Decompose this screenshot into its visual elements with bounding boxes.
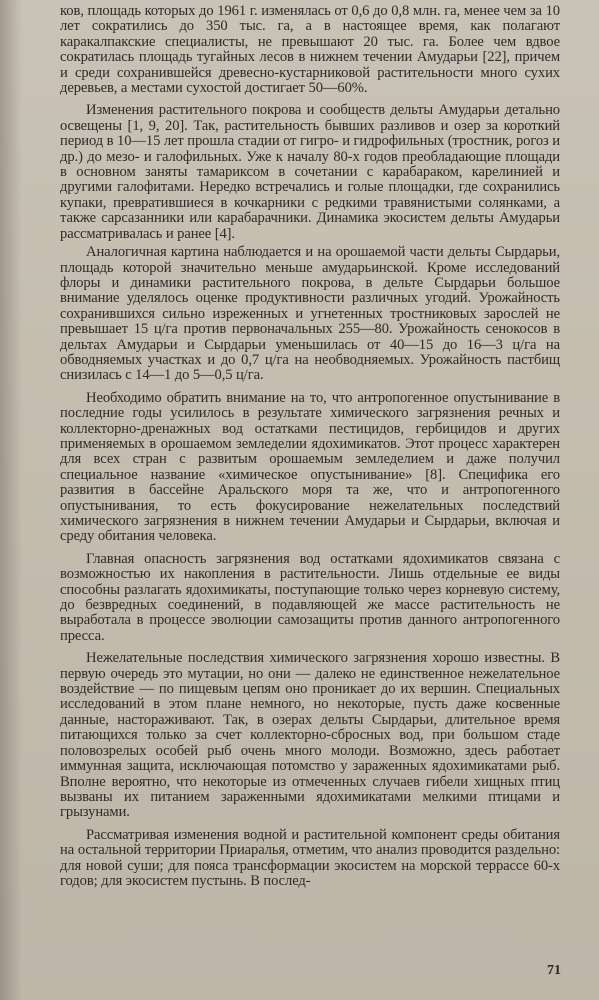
paragraph-1: ков, площадь которых до 1961 г. изменялась от 0,6 до 0,8 млн. га, менее чем за 10 лет сократились до 350 тыс. га, а в настоящее время, как полагают каракалпакские специалисты, не превышают 20 тыс. га. Более чем вдвое сократилась площадь тугайных лесов в нижнем течении Амударьи [22], причем и среди сохранившейся древесно-кустарниковой растительности много сухих деревьев, а местами сухостой достигает 50—60%.	[60, 3, 560, 97]
paragraph-5: Главная опасность загрязнения вод остатками ядохимикатов связана с возможностью их накопления в растительности. Лишь отдельные ее виды способны разлагать ядохимикаты, поступающие только через корневую систему, до безвредных соединений, в подавляющей же массе растительность не выработала в процессе эволюции самозащиты против данного антропогенного пресса.	[60, 550, 560, 644]
paragraph-3: Аналогичная картина наблюдается и на орошаемой части дельты Сырдарьи, площадь которой значительно меньше амударьинской. Кроме исследований флоры и динамики растительного покрова, в дельте Сырдарьи большое внимание уделялось оценке продуктивности различных угодий. Урожайность сохранившихся сильно изреженных и угнетенных тростниковых зарослей не превышает 15 ц/га против первоначальных 255—80. Урожайность сенокосов в дельтах Амударьи и Сырдарьи уменьшилась от 40—15 до 16—3 ц/га на обводняемых участках и до 0,7 ц/га на необводняемых. Урожайность пастбищ снизилась с 14—1 до 5—0,5 ц/га.	[60, 244, 560, 384]
paragraph-7: Рассматривая изменения водной и растительной компонент среды обитания на остальной территории Приаралья, отметим, что анализ проводится раздельно: для новой суши; для пояса трансформации экосистем на морской террассе 60-х годов; для экосистем пустынь. В послед-	[60, 826, 560, 889]
page-number: 71	[547, 963, 561, 978]
paragraph-2: Изменения растительного покрова и сообществ дельты Амударьи детально освещены [1, 9, 20]. Так, растительность бывших разливов и озер за короткий период в 10—15 лет прошла стадии от гигро- и гидрофильных (тростник, рогоз и др.) до мезо- и галофильных. Уже к началу 80-х годов преобладающие площади в основном заняты тамариксом в сочетании с карабараком, карелинией и другими галофитами. Нередко встречались и голые площадки, где сохранились купаки, превратившиеся в кочкарники с редкими травянистыми солянками, а также сарсазанники или карабарачники. Динамика экосистем дельты Амударьи рассматривалась и ранее [4].	[60, 102, 560, 242]
paragraph-6: Нежелательные последствия химического загрязнения хорошо известны. В первую очередь это мутации, но они — далеко не единственное нежелательное воздействие — по пищевым цепям оно проникает до их вершин. Специальных исследований в этом плане немного, но некоторые, пусть даже косвенные данные, настораживают. Так, в озерах дельты Сырдарьи, длительное время питающихся только за счет коллекторно-сбросных вод, при большом стаде половозрелых особей рыб очень много молоди. Возможно, здесь работает иммунная защита, исключающая потомство у зараженных ядохимикатами рыб. Вполне вероятно, что некоторые из отмеченных случаев гибели хищных птиц вызваны их питанием зараженными ядохимикатами мелкими птицами и грызунами.	[60, 650, 560, 821]
body-text	[60, 4, 560, 889]
paragraph-4: Необходимо обратить внимание на то, что антропогенное опустынивание в последние годы усилилось в результате химического загрязнения речных и коллекторно-дренажных вод остатками пестицидов, гербицидов и других применяемых в орошаемом земледелии ядохимикатов. Этот процесс характерен для всех стран с развитым орошаемым земледелием и даже получил специальное название «химическое опустынивание» [8]. Специфика его развития в бассейне Аральского моря та же, что и антропогенного опустынивания, то есть фокусирование нежелательных последствий химического загрязнения в нижнем течении Амударьи и Сырдарьи, включая и среду обитания человека.	[60, 389, 560, 545]
